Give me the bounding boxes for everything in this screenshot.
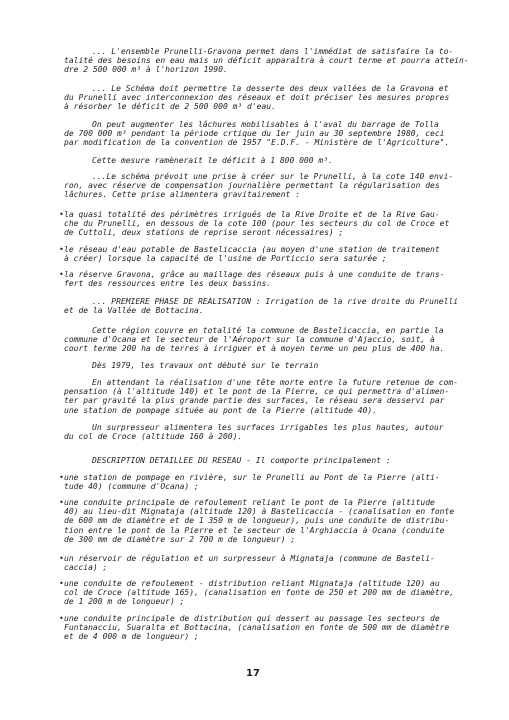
text-line: ter par gravité la plus grande partie des surfaces, le réseau sera desservi par <box>64 396 445 406</box>
text-line: le réseau d'eau potable de Bastelicaccia (au moyen d'une station de traitement <box>64 245 440 254</box>
text-line: 40) au lieu-dit Mignataja (altitude 120) à Bastelicaccia - (canalisation en fonte <box>64 507 455 517</box>
section-heading <box>64 456 391 465</box>
text-line: tude 40) (commune d'Ocana) ; <box>64 482 199 492</box>
text-line: ...Le schéma prévoit une prise à créer sur le Prunelli, à la cote 140 envi- <box>92 172 454 181</box>
text-line: de 300 mm de diamètre sur 2 700 m de longueur) ; <box>64 534 296 544</box>
text-line: et de la Vallée de Bottacina. <box>64 306 204 316</box>
text-line: ron, avec réserve de compensation journalière permettant la régularisation des <box>64 181 440 191</box>
text-line: la quasi totalité des périmètres irrigués de la Rive Droite et de la Rive Gau- <box>64 210 440 219</box>
text-line: une conduite principale de refoulement reliant le pont de la Pierre (altitude <box>64 498 435 507</box>
text-line: Cette région couvre en totalité la commune de Bastelicaccia, en partie la <box>92 326 444 335</box>
paragraph-3 <box>64 120 449 148</box>
text-line: pensation (à l'altitude 140) et le pont de la Pierre, ce qui permettra d'alimen- <box>64 387 450 397</box>
text-line: caccia) ; <box>64 563 108 573</box>
paragraph-2 <box>64 84 449 112</box>
text-line: à créer) lorsque la capacité de l'usine de Porticcio sera saturée ; <box>64 254 387 264</box>
paragraph-region <box>64 326 445 354</box>
text-line: Un surpresseur alimentera les surfaces irrigables les plus hautes, autour <box>92 423 444 432</box>
paragraph-5 <box>64 172 453 200</box>
text-line: Cette mesure ramènerait le déficit à 1 800 000 m³. <box>92 156 333 165</box>
text-line: du Prunelli avec interconnexion des réseaux et doit préciser les mesures propres <box>64 93 450 103</box>
paragraph-phase <box>64 297 458 315</box>
text-line: de 600 mm de diamètre et de 1 350 m de longueur), puis une conduite de distribu- <box>64 516 450 526</box>
paragraph-4 <box>64 156 333 165</box>
text-line: talité des besoins en eau mais un déficit apparaîtra à court terme et pourra attein- <box>64 56 469 66</box>
page-number: 17 <box>246 668 260 679</box>
bullet-icon: • <box>59 210 64 219</box>
text-line: et de 4 000 m de longueur) ; <box>64 632 199 642</box>
text-line: En attendant la réalisation d'une tête morte entre la future retenue de com- <box>92 378 459 387</box>
text-line: une station de pompage située au pont de la Pierre (altitude 40). <box>64 405 378 415</box>
paragraph-1 <box>64 47 469 75</box>
text-line: dre 2 500 000 m³ à l'horizon 1990. <box>64 65 228 75</box>
text-line: de 700 000 m³ pendant la période crtique du 1er juin au 30 septembre 1980, ceci <box>64 129 445 139</box>
text-line: commune d'Ocana et le secteur de l'Aéroport sur la commune d'Ajaccio, soit, à <box>64 335 435 345</box>
paragraph-surpresseur <box>64 423 444 441</box>
bullet-item <box>59 614 450 642</box>
text-line: col de Croce (altitude 165), (canalisation en fonte de 250 et 200 mm de diamètre, <box>64 588 455 598</box>
paragraph-attente <box>64 378 458 415</box>
text-line: fert des ressources entre les deux bassins. <box>64 279 272 289</box>
text-line: lâchures. Cette prise alimentera gravitairement : <box>64 190 301 200</box>
bullet-item <box>59 245 440 264</box>
bullet-icon: • <box>59 614 64 623</box>
text-line: DESCRIPTION DETAILLEE DU RESEAU - Il comporte principalement : <box>92 456 391 465</box>
text-line: Funtanacciu, Suaralta et Bottacina, (canalisation en fonte de 500 mm de diamètre <box>64 623 450 633</box>
bullet-icon: • <box>59 245 64 254</box>
bullet-item <box>59 270 445 289</box>
bullet-icon: • <box>59 498 64 507</box>
paragraph-travaux <box>64 361 318 370</box>
text-line: du col de Croce (altitude 160 à 200). <box>64 432 243 442</box>
bullet-item <box>59 498 455 544</box>
text-line: par modification de la convention de 1957 "E.D.F. - Ministère de l'Agriculture". <box>64 138 450 148</box>
text-line: On peut augmenter les lâchures mobilisables à l'aval du barrage de Tolla <box>92 120 439 129</box>
text-line: court terme 200 ha de terres à irriguer et à moyen terme un peu plus de 400 ha. <box>64 344 445 354</box>
bullet-icon: • <box>59 473 64 482</box>
text-line: un réservoir de régulation et un surpresseur à Mignataja (commune de Basteli- <box>64 554 435 563</box>
text-line: la réserve Gravona, grâce au maillage des réseaux puis à une conduite de trans- <box>64 270 445 279</box>
bullet-item <box>59 554 435 573</box>
text-line: une conduite principale de distribution qui dessert au passage les secteurs de <box>64 614 440 623</box>
text-line: Dès 1979, les travaux ont débuté sur le terrain <box>92 361 319 370</box>
text-line: ... PREMIERE PHASE DE REALISATION : Irrigation de la rive droite du Prunelli <box>92 297 459 306</box>
text-line: une station de pompage en rivière, sur le Prunelli au Pont de la Pierre (alti- <box>64 473 440 482</box>
bullet-item <box>59 473 440 492</box>
text-line: de Cuttoli, deux stations de reprise seront nécessaires) ; <box>64 228 344 238</box>
bullet-icon: • <box>59 270 64 279</box>
text-line: che du Prunelli, en dessous de la cote 100 (pour les secteurs du col de Croce et <box>64 219 450 229</box>
text-line: ... L'ensemble Prunelli-Gravona permet dans l'immédiat de satisfaire la to- <box>92 47 454 56</box>
text-line: tion entre le pont de la Pierre et le secteur de l'Arghiaccia à Ocana (conduite <box>64 525 445 535</box>
bullet-item <box>59 210 450 238</box>
bullet-item <box>59 579 455 607</box>
bullet-icon: • <box>59 579 64 588</box>
text-line: une conduite de refoulement - distribution reliant Mignataja (altitude 120) au <box>64 579 440 588</box>
bullet-icon: • <box>59 554 64 563</box>
text-line: de 1 200 m de longueur) ; <box>64 597 185 607</box>
text-line: ... Le Schéma doit permettre la desserte des deux vallées de la Gravona et <box>92 84 449 93</box>
text-line: à résorber le déficit de 2 500 000 m³ d'eau. <box>64 102 276 112</box>
